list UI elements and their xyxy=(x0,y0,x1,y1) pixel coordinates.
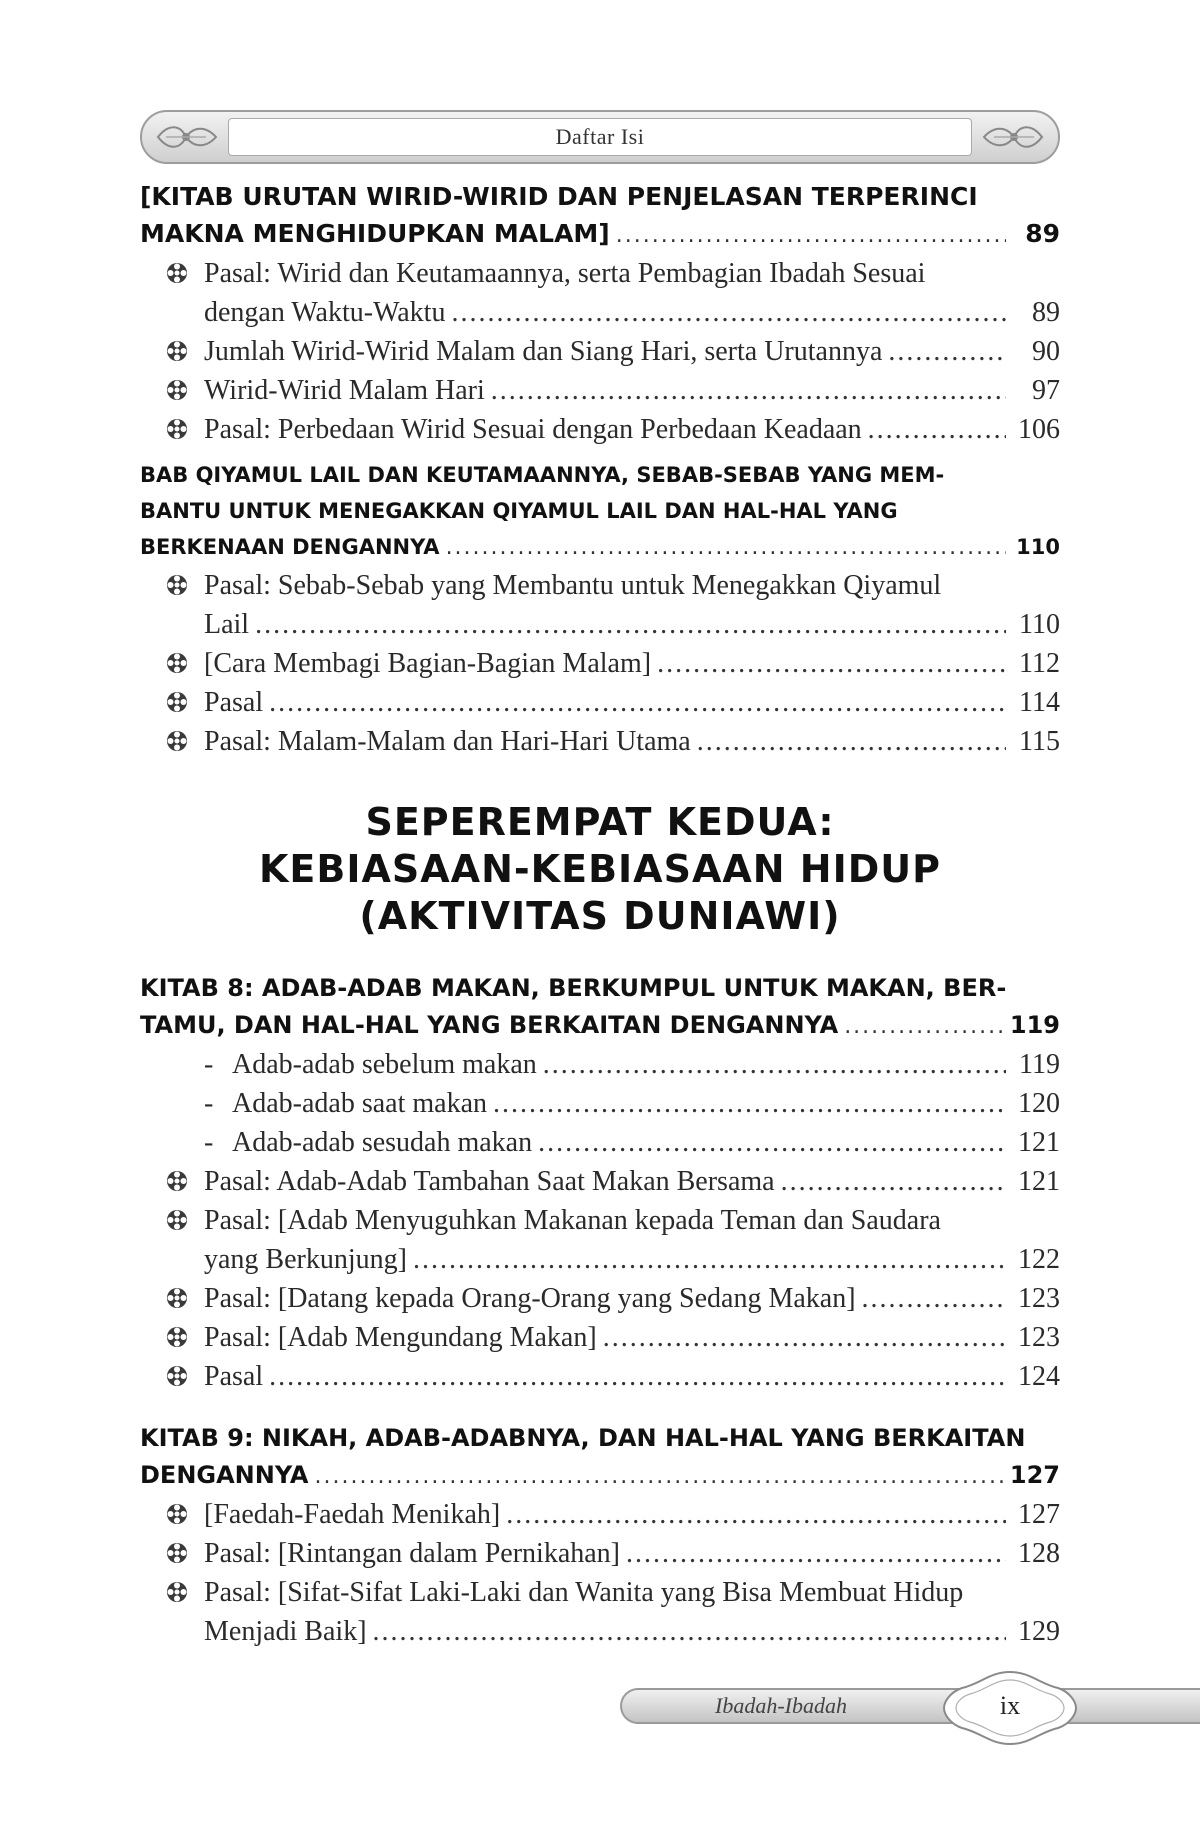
toc-item-text: Pasal: Adab-Adab Tambahan Saat Makan Bersama xyxy=(204,1166,775,1197)
toc-heading-line: DENGANNYA xyxy=(140,1461,309,1489)
header-title: Daftar Isi xyxy=(555,124,645,149)
toc-item[interactable] xyxy=(140,410,1060,449)
flower-bullet-icon xyxy=(166,652,188,674)
dot-leader xyxy=(255,605,1006,644)
toc-item-text: Jumlah Wirid-Wirid Malam dan Siang Hari, serta Urutannya xyxy=(204,336,883,367)
footer-book-title: Ibadah-Ibadah xyxy=(715,1693,847,1718)
dot-leader xyxy=(868,410,1006,449)
toc-item[interactable] xyxy=(140,1318,1060,1357)
page-number: 89 xyxy=(1025,219,1060,248)
toc-item-text: Pasal: Perbedaan Wirid Sesuai dengan Perbedaan Keadaan xyxy=(204,414,862,445)
dot-leader xyxy=(616,217,1006,254)
header-label-box xyxy=(228,118,972,156)
flower-bullet-icon xyxy=(166,418,188,440)
dot-leader xyxy=(491,371,1006,410)
toc-item-text: [Faedah-Faedah Menikah] xyxy=(204,1499,501,1530)
page-number: 120 xyxy=(1018,1088,1060,1119)
dot-leader xyxy=(862,1279,1006,1318)
toc-heading-kitab-8[interactable] xyxy=(140,970,1060,1045)
page-number: 97 xyxy=(1032,375,1060,406)
toc-item[interactable] xyxy=(140,1201,1060,1279)
toc-item-text: Pasal: [Adab Menyuguhkan Makanan kepada Teman dan Saudara xyxy=(204,1205,941,1236)
toc-heading-kitab-urutan-wirid[interactable] xyxy=(140,178,1060,254)
flower-bullet-icon xyxy=(166,1503,188,1525)
page-number-footer: ix xyxy=(999,1691,1021,1720)
flower-bullet-icon xyxy=(166,1170,188,1192)
toc-item-text: Pasal: [Datang kepada Orang-Orang yang Sedang Makan] xyxy=(204,1283,856,1314)
toc-item[interactable] xyxy=(140,371,1060,410)
dot-leader xyxy=(626,1534,1006,1573)
flower-bullet-icon xyxy=(166,262,188,284)
toc-item-text: Adab-adab sebelum makan xyxy=(232,1049,537,1080)
page-number: 119 xyxy=(1019,1049,1060,1080)
toc-item-text: Wirid-Wirid Malam Hari xyxy=(204,375,485,406)
dot-leader xyxy=(543,1045,1006,1084)
toc-item-text: Pasal: [Adab Mengundang Makan] xyxy=(204,1322,597,1353)
scroll-ornament-icon xyxy=(154,120,220,154)
page-number: 122 xyxy=(1018,1244,1060,1275)
toc-item-text: Menjadi Baik] xyxy=(204,1616,367,1647)
page-number: 121 xyxy=(1018,1127,1060,1158)
running-footer xyxy=(620,1688,1200,1724)
toc-heading-line: MAKNA MENGHIDUPKAN MALAM] xyxy=(140,219,610,248)
toc-item[interactable] xyxy=(140,722,1060,761)
toc-item-text: Pasal xyxy=(204,687,264,718)
toc-heading-line: BERKENAAN DENGANNYA xyxy=(140,535,440,559)
flower-bullet-icon xyxy=(166,1542,188,1564)
page-number: 114 xyxy=(1019,687,1060,718)
flower-bullet-icon xyxy=(166,574,188,596)
dash-marker: - xyxy=(204,1127,214,1158)
toc-item[interactable] xyxy=(140,1573,1060,1651)
dot-leader xyxy=(493,1084,1006,1123)
toc-heading-line: BANTU UNTUK MENEGAKKAN QIYAMUL LAIL DAN HAL-HAL YANG xyxy=(140,499,898,523)
toc-item-text: Pasal: Wirid dan Keutamaannya, serta Pembagian Ibadah Sesuai xyxy=(204,258,926,289)
toc-heading-bab-qiyamul-lail[interactable] xyxy=(140,457,1060,566)
dot-leader xyxy=(781,1162,1006,1201)
toc-item-text: [Cara Membagi Bagian-Bagian Malam] xyxy=(204,648,652,679)
toc-item[interactable] xyxy=(140,644,1060,683)
section-title-line: KEBIASAAN-KEBIASAAN HIDUP xyxy=(258,847,941,891)
toc-item-text: Adab-adab saat makan xyxy=(232,1088,487,1119)
toc-item-text: Pasal: [Sifat-Sifat Laki-Laki dan Wanita yang Bisa Membuat Hidup xyxy=(204,1577,964,1608)
toc-subitem[interactable] xyxy=(140,1084,1060,1123)
page-number: 110 xyxy=(1019,609,1060,640)
flower-bullet-icon xyxy=(166,691,188,713)
toc-item[interactable] xyxy=(140,1534,1060,1573)
page-number: 127 xyxy=(1018,1499,1060,1530)
page-number: 110 xyxy=(1016,535,1060,559)
toc-item-text: Pasal: Malam-Malam dan Hari-Hari Utama xyxy=(204,726,691,757)
toc-item[interactable] xyxy=(140,332,1060,371)
dash-marker: - xyxy=(204,1049,214,1080)
page-number: 128 xyxy=(1018,1538,1060,1569)
toc-item[interactable] xyxy=(140,1495,1060,1534)
running-header xyxy=(140,110,1060,164)
dot-leader xyxy=(657,644,1006,683)
dot-leader xyxy=(269,683,1006,722)
toc-item[interactable] xyxy=(140,1162,1060,1201)
toc-item-text: Pasal: [Rintangan dalam Pernikahan] xyxy=(204,1538,620,1569)
flower-bullet-icon xyxy=(166,1287,188,1309)
toc-item[interactable] xyxy=(140,254,1060,332)
toc-item-text: Pasal: Sebab-Sebab yang Membantu untuk Menegakkan Qiyamul xyxy=(204,570,942,601)
flower-bullet-icon xyxy=(166,1326,188,1348)
dot-leader xyxy=(697,722,1006,761)
flower-bullet-icon xyxy=(166,1209,188,1231)
dot-leader xyxy=(538,1123,1006,1162)
dot-leader xyxy=(446,530,1006,566)
toc-heading-line: BAB QIYAMUL LAIL DAN KEUTAMAANNYA, SEBAB-SEBAB YANG MEM- xyxy=(140,463,945,487)
toc-item-text: Pasal xyxy=(204,1361,264,1392)
page-number: 121 xyxy=(1018,1166,1060,1197)
dot-leader xyxy=(413,1240,1006,1279)
page-number: 106 xyxy=(1018,414,1060,445)
toc-item[interactable] xyxy=(140,1357,1060,1396)
dot-leader xyxy=(269,1357,1006,1396)
toc-heading-line: TAMU, DAN HAL-HAL YANG BERKAITAN DENGANNYA xyxy=(140,1011,839,1039)
page-number: 89 xyxy=(1032,297,1060,328)
toc-heading-line: KITAB 9: NIKAH, ADAB-ADABNYA, DAN HAL-HAL YANG BERKAITAN xyxy=(140,1424,1026,1452)
page-number: 123 xyxy=(1018,1283,1060,1314)
page-number: 129 xyxy=(1018,1616,1060,1647)
dot-leader xyxy=(315,1458,1004,1495)
toc-heading-line: [KITAB URUTAN WIRID-WIRID DAN PENJELASAN TERPERINCI xyxy=(140,182,978,211)
page-number: 119 xyxy=(1009,1011,1060,1039)
page-number: 124 xyxy=(1018,1361,1060,1392)
toc-heading-line: KITAB 8: ADAB-ADAB MAKAN, BERKUMPUL UNTUK MAKAN, BER- xyxy=(140,974,1007,1002)
dash-marker: - xyxy=(204,1088,214,1119)
dot-leader xyxy=(451,293,1006,332)
toc-item-text: Adab-adab sesudah makan xyxy=(232,1127,533,1158)
toc-item-text: dengan Waktu-Waktu xyxy=(204,297,446,328)
dot-leader xyxy=(603,1318,1006,1357)
flower-bullet-icon xyxy=(166,1365,188,1387)
page-number: 123 xyxy=(1018,1322,1060,1353)
scroll-ornament-icon xyxy=(980,120,1046,154)
toc-subitem[interactable] xyxy=(140,1045,1060,1084)
toc-heading-kitab-9[interactable] xyxy=(140,1420,1060,1495)
page-number: 127 xyxy=(1009,1461,1060,1489)
section-title-line: SEPEREMPAT KEDUA: xyxy=(365,800,835,844)
toc-item[interactable] xyxy=(140,683,1060,722)
toc-item[interactable] xyxy=(140,1279,1060,1318)
page-number: 90 xyxy=(1032,336,1060,367)
toc-item[interactable] xyxy=(140,566,1060,644)
table-of-contents xyxy=(140,178,1060,1651)
dot-leader xyxy=(506,1495,1006,1534)
flower-bullet-icon xyxy=(166,1581,188,1603)
flower-bullet-icon xyxy=(166,340,188,362)
dot-leader xyxy=(844,1008,1004,1045)
toc-subitem[interactable] xyxy=(140,1123,1060,1162)
dot-leader xyxy=(888,332,1006,371)
page-number: 112 xyxy=(1019,648,1060,679)
flower-bullet-icon xyxy=(166,730,188,752)
section-title-line: (AKTIVITAS DUNIAWI) xyxy=(359,894,841,938)
flower-bullet-icon xyxy=(166,379,188,401)
toc-item-text: yang Berkunjung] xyxy=(204,1244,407,1275)
section-title xyxy=(140,799,1060,940)
page-number: 115 xyxy=(1019,726,1060,757)
toc-item-text: Lail xyxy=(204,609,250,640)
dot-leader xyxy=(373,1612,1006,1651)
